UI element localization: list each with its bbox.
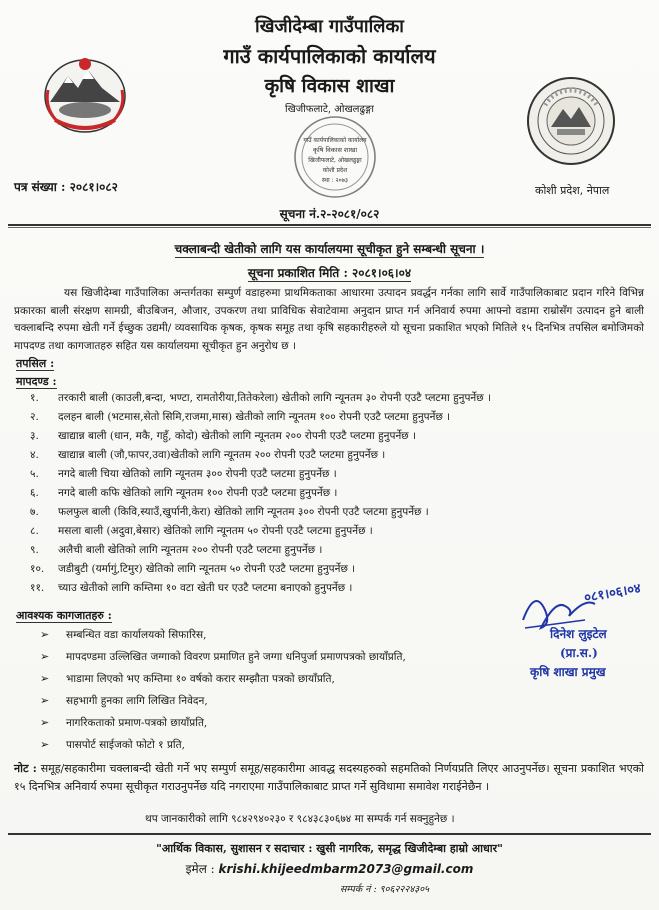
stamp-line: स्था : २०७३: [322, 177, 348, 184]
subject-text: चक्लाबन्दी खेतीको लागि यस कार्यालयमा सूचीकृत हुने सम्बन्धी सूचना ।: [174, 242, 485, 256]
item-number: ९.: [30, 544, 39, 556]
item-text: मसला बाली (अदुवा,बेसार) खेतिको लागि न्यूनतम ५० रोपनी एउटै प्लटमा हुनुपर्नेछ ।: [58, 525, 373, 537]
item-text: दलहन बाली (भटमास,सेतो सिमि,राजमा,मास) खेतीको लागि न्यूनतम १०० रोपनी एउटै प्लटमा हुनुपर्नेछ ।: [58, 411, 451, 423]
criteria-item: [30, 543, 322, 557]
criteria-item: [30, 581, 352, 595]
document-item: [40, 716, 207, 730]
stamp-line: कृषि विकास शाखा: [312, 146, 358, 154]
schedule-heading: [16, 356, 54, 371]
document-item: [40, 672, 335, 686]
contact-line: थप जानकारीको लागि ९८४२९४०२३० र ९८४३८३०६७४ मा सम्पर्क गर्न सक्नुहुनेछ ।: [145, 813, 455, 825]
item-number: ८.: [30, 525, 39, 537]
document-text: सम्बन्धित वडा कार्यालयको सिफारिस,: [66, 629, 207, 641]
office-address: खिजीफलाटे, ओखलढुङ्गा: [285, 104, 374, 115]
criteria-item: [30, 505, 429, 519]
item-text: खाद्यान्न बाली (जौ,फापर,उवा)खेतीको लागि न्यूनतम २०० रोपनी एउटै प्लटमा हुनुपर्नेछ ।: [58, 449, 386, 461]
email-label: इमेल :: [185, 862, 215, 876]
item-number: ६.: [30, 487, 39, 499]
documents-heading-text: आवश्यक कागजातहरु :: [16, 609, 112, 622]
item-text: फलफुल बाली (किवि,स्याउँ,खुर्पानी,केरा) खेतिको लागि न्यूनतम ३०० रोपनी एउटै प्लटमा हुनुपर्नेछ ।: [58, 506, 429, 518]
arrow-bullet-icon: ➢: [40, 716, 50, 729]
email-address[interactable]: krishi.khijeedmbarm2073@gmail.com: [218, 862, 474, 876]
reference-number: पत्र संख्या : २०८१।०८२: [14, 180, 118, 194]
arrow-bullet-icon: ➢: [40, 628, 50, 641]
criteria-heading-text: मापदण्ड :: [16, 375, 57, 388]
footer-email-line: [0, 860, 659, 877]
office-name: गाउँ कार्यपालिकाको कार्यालय: [223, 44, 436, 68]
document-text: सहभागी हुनका लागि लिखित निवेदन,: [66, 695, 208, 707]
schedule-heading-text: तपसिल :: [16, 357, 55, 370]
documents-heading: [16, 608, 112, 623]
document-item: [40, 694, 208, 708]
item-number: ४.: [30, 449, 39, 461]
signature-date: ०८१।०६।०४: [583, 581, 643, 606]
item-number: २.: [30, 411, 39, 423]
notice-body: यस खिजीदेम्बा गाउँपालिका अन्तर्गतका सम्पुर्ण वडाहरुमा प्राथमिकताका आधारमा उत्पादन प्रवर्द्धन गर्नका लागि सार्वे गाउँपालिकाबाट प्रदान गरिने विभिन्न प्रकारका बाली संरक्षण सामग्री, बीउबिजन, औजार, उपकरण तथा प्राविधिक सेवाटेवामा अनुदान प्राप्त गर्न अनिवार्य रुपमा आफ्नो वडामा राम्रोसँग उत्पादन हुने बाली चक्लाबन्दि रुपमा खेती गर्ने ईच्छुक उद्यमी/ व्यवसायिक कृषक, कृषक समूह तथा कृषि सहकारीहरुले यो सूचना प्रकाशित भएको मितिले १५ दिनभित्र तपसिल बमोजिमको मापदण्ड तथा कागजातहरु सहित यस कार्यालयमा सूचीकृत हुन अनुरोध छ ।: [14, 287, 644, 352]
item-number: ३.: [30, 430, 39, 442]
branch-name: कृषि विकास शाखा: [264, 75, 395, 97]
stamp-line: खिजीफलाटे, ओखलढुङ्गा: [308, 157, 362, 164]
document-text: मापदण्डमा उल्लिखित जग्गाको विवरण प्रमाणित हुने जग्गा धनिपुर्जा प्रमाणपत्रको छायाँप्रति,: [66, 651, 406, 663]
document-text: नागरिकताको प्रमाण-पत्रको छायाँप्रति,: [66, 717, 208, 729]
criteria-item: [30, 448, 385, 462]
arrow-bullet-icon: ➢: [40, 672, 50, 685]
header-divider: [8, 224, 651, 226]
signatory-office: कृषि शाखा प्रमुख: [530, 665, 606, 679]
arrow-bullet-icon: ➢: [40, 694, 50, 707]
arrow-bullet-icon: ➢: [40, 650, 50, 663]
criteria-item: [30, 524, 373, 538]
subject-line: [0, 240, 659, 257]
footer-phone: सम्पर्क नं : ९०६२२२४३०५: [340, 884, 430, 895]
item-number: ७.: [30, 506, 39, 518]
item-number: ११.: [30, 582, 45, 594]
item-text: नगदे बाली चिया खेतिको लागि न्यूनतम ३०० रोपनी एउटै प्लटमा हुनुपर्नेछ ।: [58, 468, 337, 480]
signatory-name: दिनेश लुइटेल: [550, 627, 607, 641]
criteria-item: [30, 391, 491, 405]
item-text: च्याउ खेतीको लागि कम्तिमा १० वटा खेती घर एउटै प्लटमा बनाएको हुनुपर्नेछ ।: [58, 582, 353, 594]
item-text: अलैची बाली खेतिको लागि न्यूनतम २०० रोपनी एउटै प्लटमा हुनुपर्नेछ ।: [58, 544, 323, 556]
document-item: [40, 650, 406, 664]
item-text: खाद्यान्न बाली (धान, मकै, गहुँ, कोदो) खेतीको लागि न्यूनतम २०० रोपनी एउटै प्लटमा हुनुपर्नेछ ।: [58, 430, 416, 442]
published-date: [0, 264, 659, 281]
province-name: कोशी प्रदेश, नेपाल: [535, 184, 610, 197]
published-date-text: सूचना प्रकाशित मिति : २०८१।०६।०४: [247, 266, 412, 280]
note-text: समूह/सहकारीमा चक्लाबन्दी खेती गर्ने भए सम्पुर्ण समूह/सहकारीमा आवद्ध सदस्यहरुको सहमतिको निर्णयप्रति लिएर आउनुपर्नेछ। सूचना प्रकाशित भएको १५ दिनभित्र अनिवार्य रुपमा सूचीकृत गराउनुपर्नेछ यदि नगराएमा गाउँपालिकाबाट प्राप्त गर्ने सुविधामा समावेश गराईनेछैन ।: [14, 762, 644, 793]
stamp-line: कोशी प्रदेश: [322, 167, 348, 174]
document-item: [40, 738, 185, 752]
criteria-item: [30, 486, 337, 500]
item-text: नगदे बाली कफि खेतिको लागि न्यूनतम १०० रोपनी एउटै प्लटमा हुनुपर्नेछ ।: [58, 487, 338, 499]
note-label: नोट :: [14, 762, 37, 775]
criteria-item: [30, 467, 337, 481]
criteria-heading: [16, 374, 57, 389]
item-number: १.: [30, 392, 39, 404]
criteria-item: [30, 562, 355, 576]
note-paragraph: [14, 760, 644, 796]
notice-number: सूचना नं.२-२०८१/०८२: [279, 207, 380, 221]
item-text: जडीबुटी (यर्मागुं,टिमुर) खेतिको लागि न्यूनतम ५० रोपनी एउटै प्लटमा हुनुपर्नेछ ।: [58, 563, 356, 575]
stamp-line: गाउँ कार्यपालिकाको कार्यालय: [303, 137, 367, 144]
document-text: पासपोर्ट साईजको फोटो १ प्रति,: [66, 739, 185, 751]
item-number: १०.: [30, 563, 45, 575]
signatory-title: (प्रा.स.): [560, 646, 598, 660]
office-stamp-icon: [290, 112, 380, 202]
item-number: ५.: [30, 468, 39, 480]
document-text: भाडामा लिएको भए कम्तिमा १० वर्षको करार सम्झौता पत्रको छायाँप्रति,: [66, 673, 335, 685]
criteria-item: [30, 410, 450, 424]
municipality-name: खिजीदेम्बा गाउँपालिका: [255, 16, 404, 37]
footer-divider: [8, 833, 651, 835]
item-text: तरकारी बाली (काउली,बन्दा, भण्टा, रामतोरीया,तितेकरेला) खेतीको लागि न्यूनतम ३० रोपनी एउटै प्लटमा हुनुपर्नेछ ।: [58, 392, 491, 404]
footer-slogan: "आर्थिक विकास, सुशासन र सदाचार : खुसी नागरिक, समृद्ध खिजीदेम्बा हाम्रो आधार": [156, 842, 503, 855]
header-divider: [8, 227, 651, 228]
criteria-item: [30, 429, 416, 443]
arrow-bullet-icon: ➢: [40, 738, 50, 751]
document-item: [40, 628, 206, 642]
